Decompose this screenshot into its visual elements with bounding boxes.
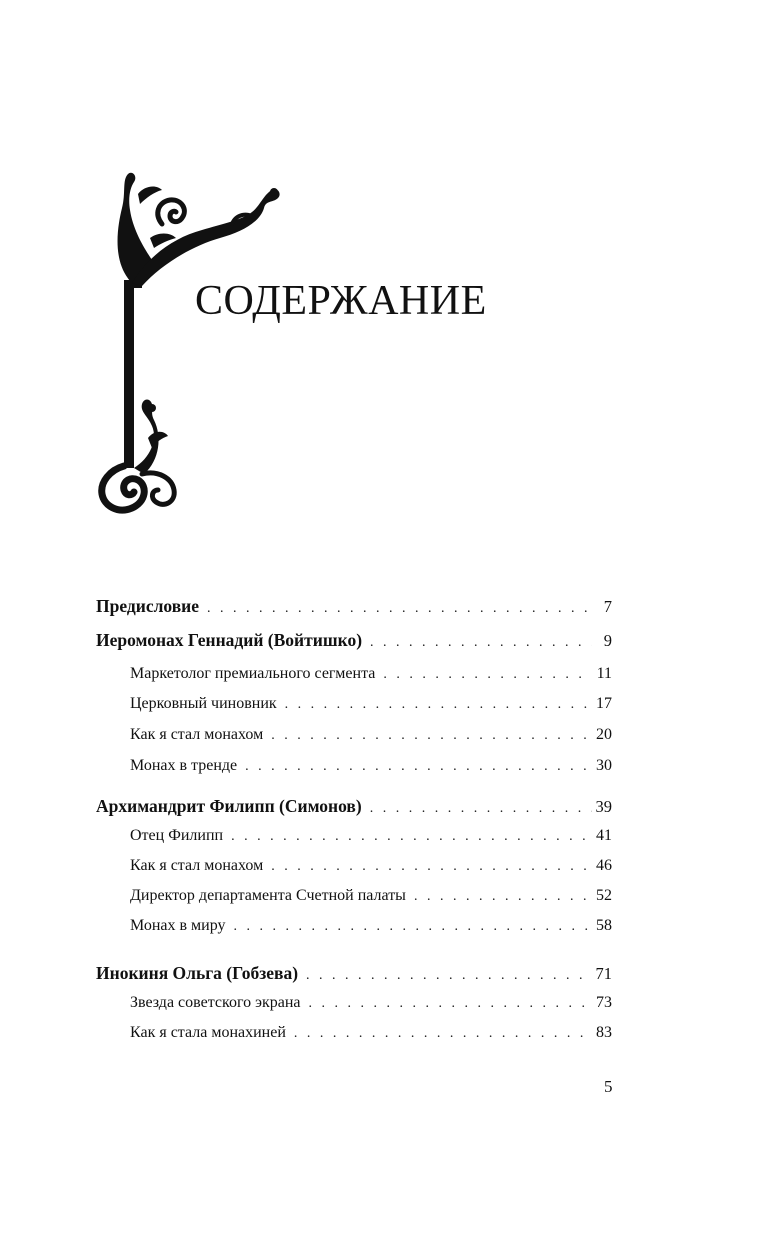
- toc-page-number: 71: [595, 964, 612, 983]
- toc-page-number: 52: [596, 887, 612, 904]
- dot-leader: [370, 629, 592, 657]
- toc-entry-title: Церковный чиновник: [130, 695, 277, 712]
- toc-page-number: 58: [596, 917, 612, 934]
- toc-page-number: 20: [596, 726, 612, 743]
- page-number: 5: [604, 1077, 613, 1096]
- dot-leader: [370, 795, 592, 823]
- flourish-corner-bracket-icon: [92, 168, 302, 528]
- dot-leader: [271, 853, 592, 881]
- toc-page-number: 83: [596, 1024, 612, 1041]
- toc-page-number: 46: [596, 857, 612, 874]
- dot-leader: [245, 753, 592, 781]
- page-title: СОДЕРЖАНИЕ: [195, 278, 487, 324]
- toc-page-number: 41: [596, 827, 612, 844]
- dot-leader: [207, 595, 592, 623]
- dot-leader: [306, 962, 591, 990]
- toc-section-row: [130, 882, 612, 910]
- dot-leader: [271, 722, 592, 750]
- toc-page-number: 17: [596, 695, 612, 712]
- toc-entry-title: Монах в тренде: [130, 757, 238, 774]
- toc-entry-title: Инокиня Ольга (Гобзева): [96, 963, 299, 983]
- toc-chapter-row: [96, 626, 612, 654]
- toc-section-row: [130, 852, 612, 880]
- toc-page-number: 73: [596, 994, 612, 1011]
- toc-page-number: 11: [596, 665, 612, 682]
- toc-section-row: [130, 660, 612, 688]
- toc-section-row: [130, 822, 612, 850]
- toc-chapter-row: [96, 792, 612, 820]
- toc-section-row: [130, 721, 612, 749]
- toc-section-row: [130, 752, 612, 780]
- toc-entry-title: Иеромонах Геннадий (Войтишко): [96, 630, 363, 650]
- dot-leader: [414, 883, 592, 911]
- toc-entry-title: Отец Филипп: [130, 827, 224, 844]
- toc-entry-title: Как я стал монахом: [130, 726, 264, 743]
- dot-leader: [383, 661, 592, 689]
- dot-leader: [231, 823, 592, 851]
- dot-leader: [294, 1020, 592, 1048]
- toc-section-row: [130, 1019, 612, 1047]
- toc-entry-title: Как я стала монахиней: [130, 1024, 286, 1041]
- toc-entry-title: Звезда советского экрана: [130, 994, 301, 1011]
- toc-page-number: 39: [595, 797, 612, 816]
- toc-section-row: [130, 912, 612, 940]
- dot-leader: [234, 913, 592, 941]
- toc-section-row: [130, 690, 612, 718]
- dot-leader: [309, 990, 592, 1018]
- toc-entry-title: Как я стал монахом: [130, 857, 264, 874]
- toc-page-number: 9: [603, 631, 612, 650]
- toc-chapter-row: [96, 592, 612, 620]
- toc-entry-title: Монах в миру: [130, 917, 226, 934]
- toc-chapter-row: [96, 959, 612, 987]
- dot-leader: [285, 691, 592, 719]
- toc-entry-title: Маркетолог премиального сегмента: [130, 665, 376, 682]
- toc-entry-title: Архимандрит Филипп (Симонов): [96, 796, 362, 816]
- toc-page-number: 7: [603, 597, 612, 616]
- toc-section-row: [130, 989, 612, 1017]
- toc-page-number: 30: [596, 757, 612, 774]
- toc-entry-title: Директор департамента Счетной палаты: [130, 887, 406, 904]
- toc-entry-title: Предисловие: [96, 596, 200, 616]
